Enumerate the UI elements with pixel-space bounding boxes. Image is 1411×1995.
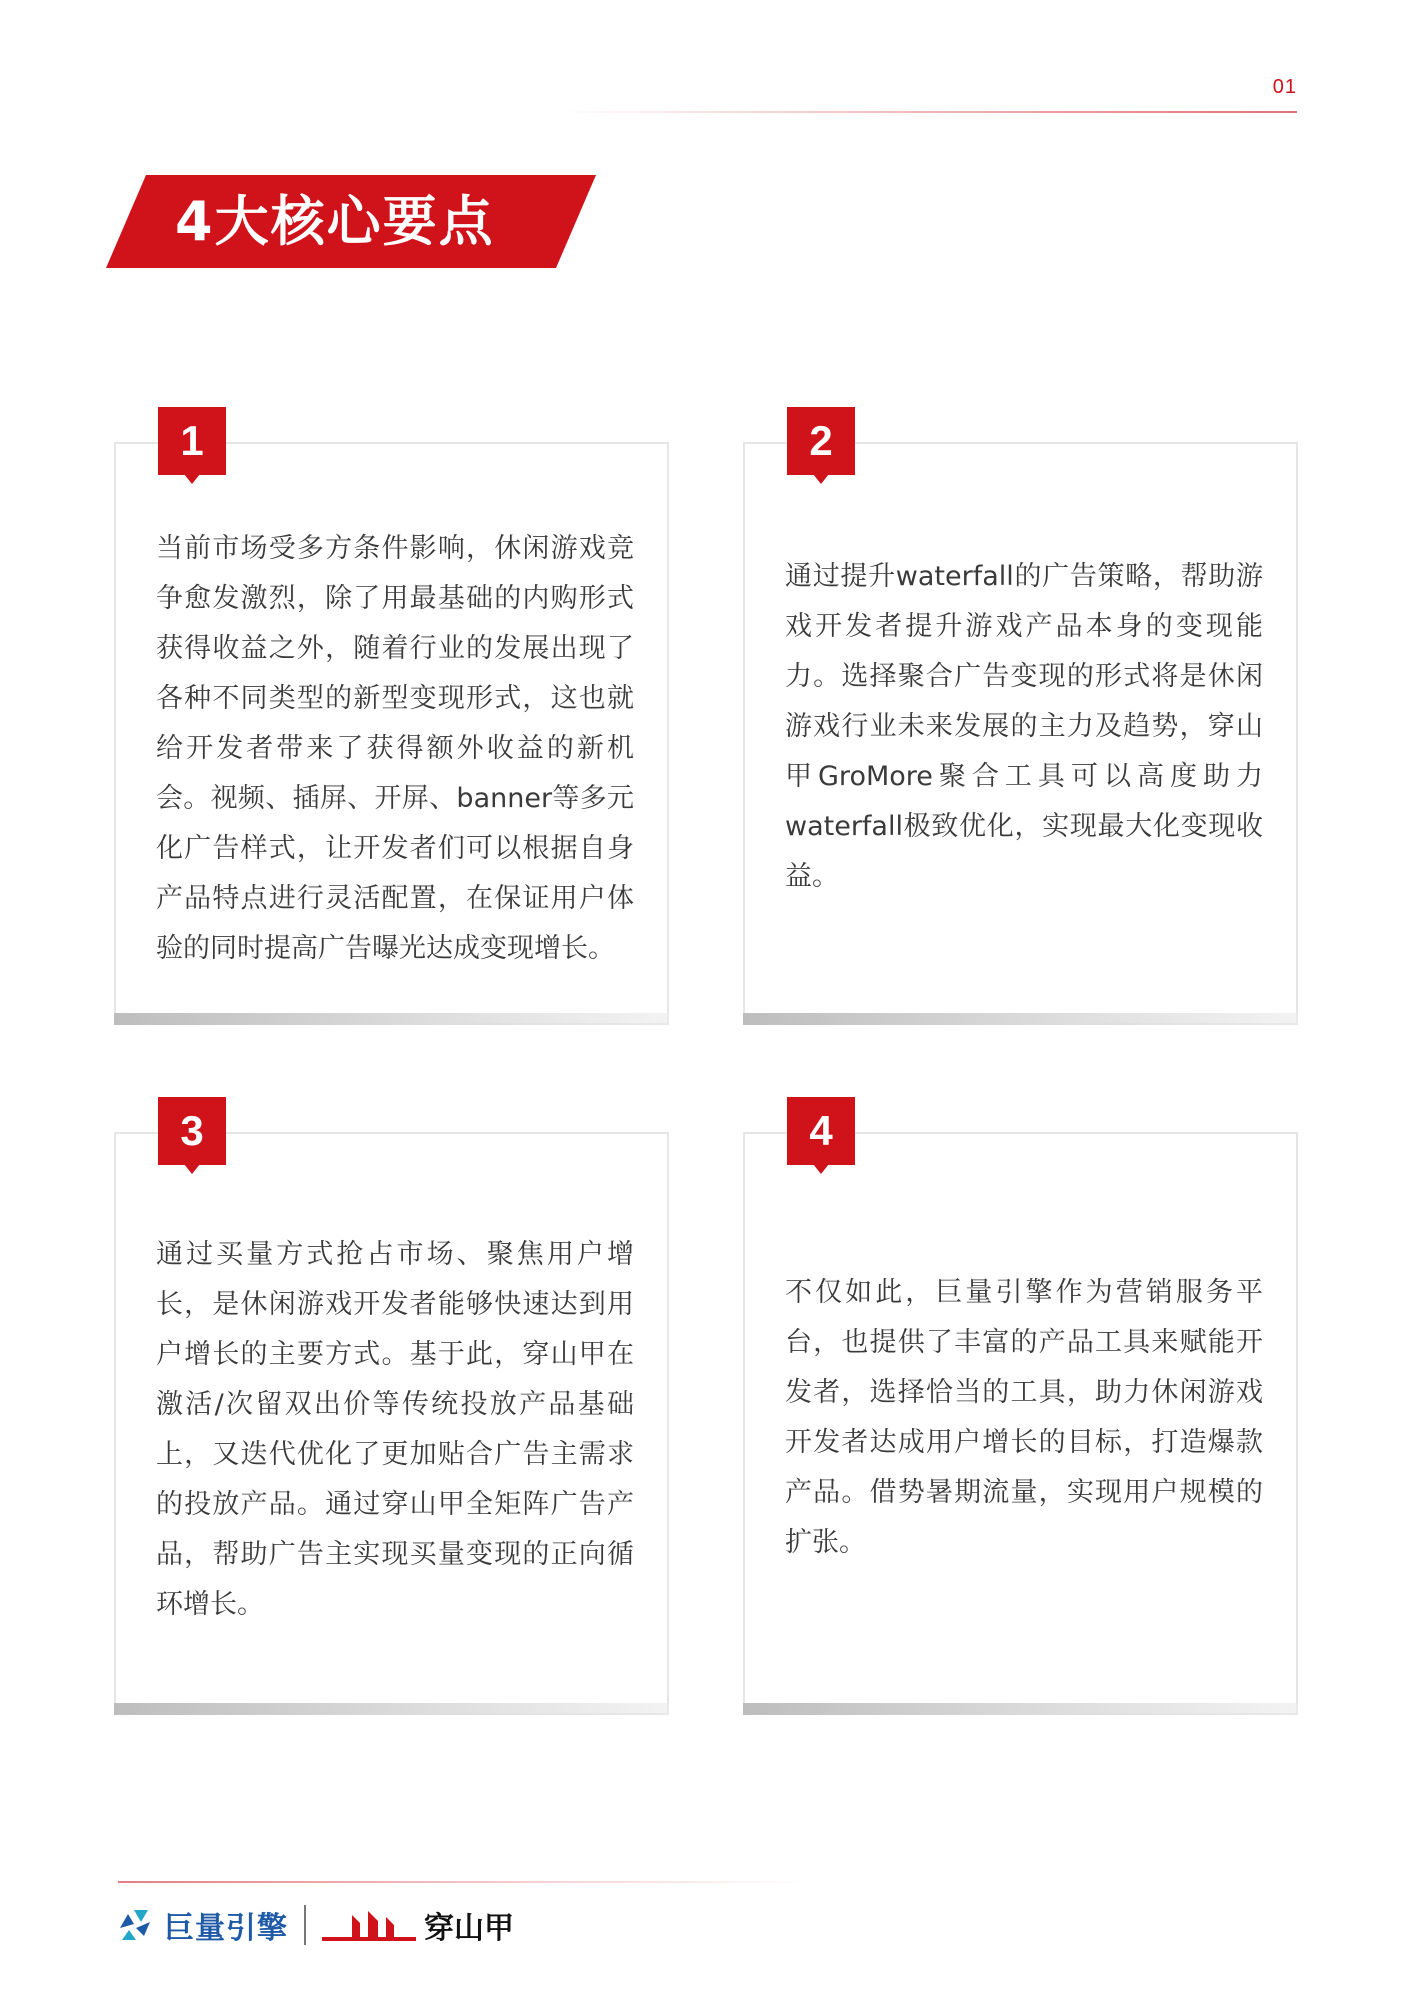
- brand-name-oceanengine: 巨量引擎: [164, 1911, 288, 1946]
- card-text: 通过提升waterfall的广告策略，帮助游戏开发者提升游戏产品本身的变现能力。选择聚合广告变现的形式将是休闲游戏行业未来发展的主力及趋势，穿山甲GroMore聚合工具可以高度助力waterfall极致优化，实现最大化变现收益。: [785, 561, 1263, 892]
- key-point-card-4: [743, 1107, 1298, 1715]
- card-text: 不仅如此，巨量引擎作为营销服务平台，也提供了丰富的产品工具来赋能开发者，选择恰当的工具，助力休闲游戏开发者达成用户增长的目标，打造爆款产品。借势暑期流量，实现用户规模的扩张。: [785, 1277, 1263, 1558]
- footer-divider: [118, 1881, 808, 1883]
- key-point-card-3: [114, 1107, 669, 1715]
- card-bottom-shadow: [743, 1703, 1298, 1715]
- key-point-card-2: [743, 417, 1298, 1025]
- key-point-card-1: [114, 417, 669, 1025]
- card-text: 当前市场受多方条件影响，休闲游戏竞争愈发激烈，除了用最基础的内购形式获得收益之外，随着行业的发展出现了各种不同类型的新型变现形式，这也就给开发者带来了获得额外收益的新机会。视频、插屏、开屏、banner等多元化广告样式，让开发者们可以根据自身产品特点进行灵活配置，在保证用户体验的同时提高广告曝光达成变现增长。: [156, 533, 634, 964]
- card-bottom-shadow: [114, 1013, 669, 1025]
- oceanengine-logo-icon: [114, 1904, 156, 1946]
- brand-name-pangle: 穿山甲: [424, 1911, 514, 1946]
- card-number-badge: 3: [158, 1097, 226, 1165]
- page-number: 01: [1272, 76, 1297, 98]
- card-bottom-shadow: [743, 1013, 1298, 1025]
- pangle-logo-icon: [322, 1907, 416, 1943]
- card-number-badge: 1: [158, 407, 226, 475]
- card-text: 通过买量方式抢占市场、聚焦用户增长，是休闲游戏开发者能够快速达到用户增长的主要方式。基于此，穿山甲在激活/次留双出价等传统投放产品基础上，又迭代优化了更加贴合广告主需求的投放产品。通过穿山甲全矩阵广告产品，帮助广告主实现买量变现的正向循环增长。: [156, 1239, 634, 1620]
- card-number-badge: 4: [787, 1097, 855, 1165]
- page-title: 4大核心要点: [175, 190, 495, 253]
- card-number-badge: 2: [787, 407, 855, 475]
- card-bottom-shadow: [114, 1703, 669, 1715]
- footer-logos: [114, 1903, 514, 1947]
- header-divider: [560, 111, 1297, 113]
- logo-divider: [304, 1905, 306, 1945]
